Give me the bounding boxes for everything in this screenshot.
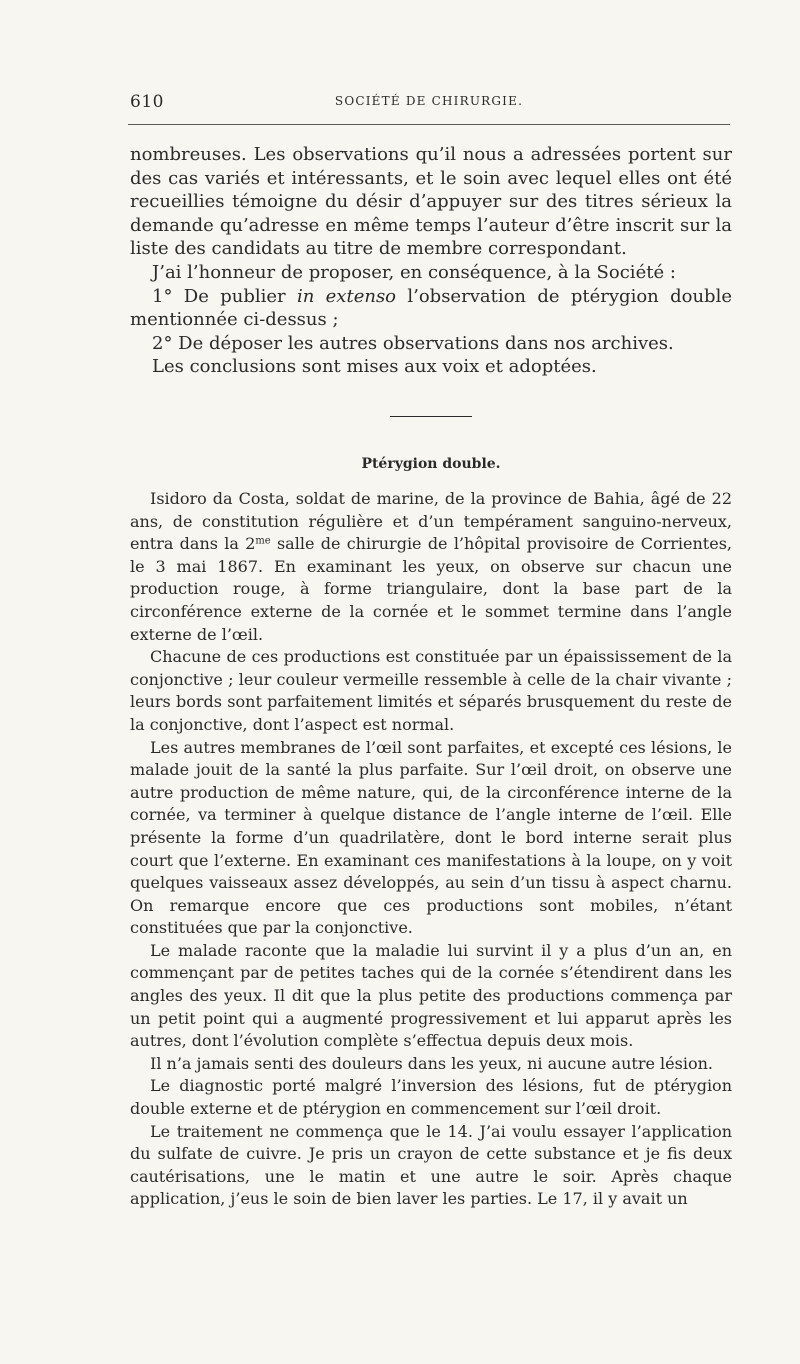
paragraph: nombreuses. Les observations qu’il nous a adressées portent sur des cas variés et intéressants, et le soin avec lequel elles ont été recueillies témoigne du désir d’appuyer sur des titres sérieux la demande qu’adresse en même temps l’auteur d’être inscrit sur la liste des candidats au titre de membre correspondant. xyxy=(130,144,732,260)
paragraph xyxy=(130,488,732,646)
text-run: l’observation de ptérygion double mentionnée ci-dessus ; xyxy=(130,285,732,331)
paragraph: Chacune de ces productions est constituée par un épaississement de la conjonctive ; leur couleur vermeille ressemble à celle de la chair vivante ; leurs bords sont parfaitement limités et séparés brusquement du reste de la conjonctive, dont l’aspect est normal. xyxy=(130,647,732,734)
paragraph: Le malade raconte que la maladie lui survint il y a plus d’un an, en commençant par de petites taches qui de la cornée s’étendirent dans les angles des yeux. Il dit que la plus petite des productions commença par un petit point qui a augmenté progressivement et lui apparut après les autres, dont l’évolution complète s’effectua depuis deux mois. xyxy=(130,940,732,1051)
paragraph: Il n’a jamais senti des douleurs dans les yeux, ni aucune autre lésion. xyxy=(150,1053,713,1073)
paragraph xyxy=(130,285,732,332)
running-title: SOCIÉTÉ DE CHIRURGIE. xyxy=(334,94,524,108)
text-run: 1° De publier xyxy=(152,285,297,307)
section-title: Ptérygion double. xyxy=(361,456,501,472)
section-separator xyxy=(390,416,472,417)
paragraph: Le traitement ne commença que le 14. J’ai voulu essayer l’application du sulfate de cuivre. Je pris un crayon de cette substance et je fis deux cautérisations, une le matin et une autre le soir. Après chaque application, j’eus le soin de bien laver les parties. Le 17, il y avait un xyxy=(130,1121,732,1209)
header-rule xyxy=(128,124,730,125)
text-run: Isidoro da Costa, soldat de marine, de la province de Bahia, âgé de 22 ans, de constitution régulière et d’un tempérament sanguino-nerveux, entra dans la 2 xyxy=(130,489,732,554)
report-conclusion xyxy=(130,143,732,379)
paragraph: 2° De déposer les autres observations dans nos archives. xyxy=(152,332,674,354)
superscript: me xyxy=(255,535,271,547)
text-run: salle de chirurgie de l’hôpital provisoire de Corrientes, le 3 mai 1867. En examinant les yeux, on observe sur chacun une production rouge, à forme triangulaire, dont la base part de la circonférence externe de la cornée et le sommet termine dans l’angle externe de l’œil. xyxy=(130,534,733,644)
observation-text xyxy=(130,488,732,1211)
paragraph: Les conclusions sont mises aux voix et adoptées. xyxy=(152,356,597,378)
paragraph: Les autres membranes de l’œil sont parfaites, et excepté ces lésions, le malade jouit de la santé la plus parfaite. Sur l’œil droit, on observe une autre production de même nature, qui, de la circonférence interne de la cornée, va terminer à quelque distance de l’angle interne de l’œil. Elle présente la forme d’un quadrilatère, dont le bord interne serait plus court que l’externe. En examinant ces manifestations à la loupe, on y voit quelques vaisseaux assez développés, au sein d’un tissu à aspect charnu. On remarque encore que ces productions sont mobiles, n’étant constituées que par la conjonctive. xyxy=(130,737,732,938)
page-header xyxy=(130,92,728,112)
paragraph: J’ai l’honneur de proposer, en conséquence, à la Société : xyxy=(152,261,676,283)
paragraph: Le diagnostic porté malgré l’inversion des lésions, fut de ptérygion double externe et de ptérygion en commencement sur l’œil droit. xyxy=(130,1076,732,1119)
italic-text: in extenso xyxy=(296,285,397,307)
page-number: 610 xyxy=(130,92,164,112)
